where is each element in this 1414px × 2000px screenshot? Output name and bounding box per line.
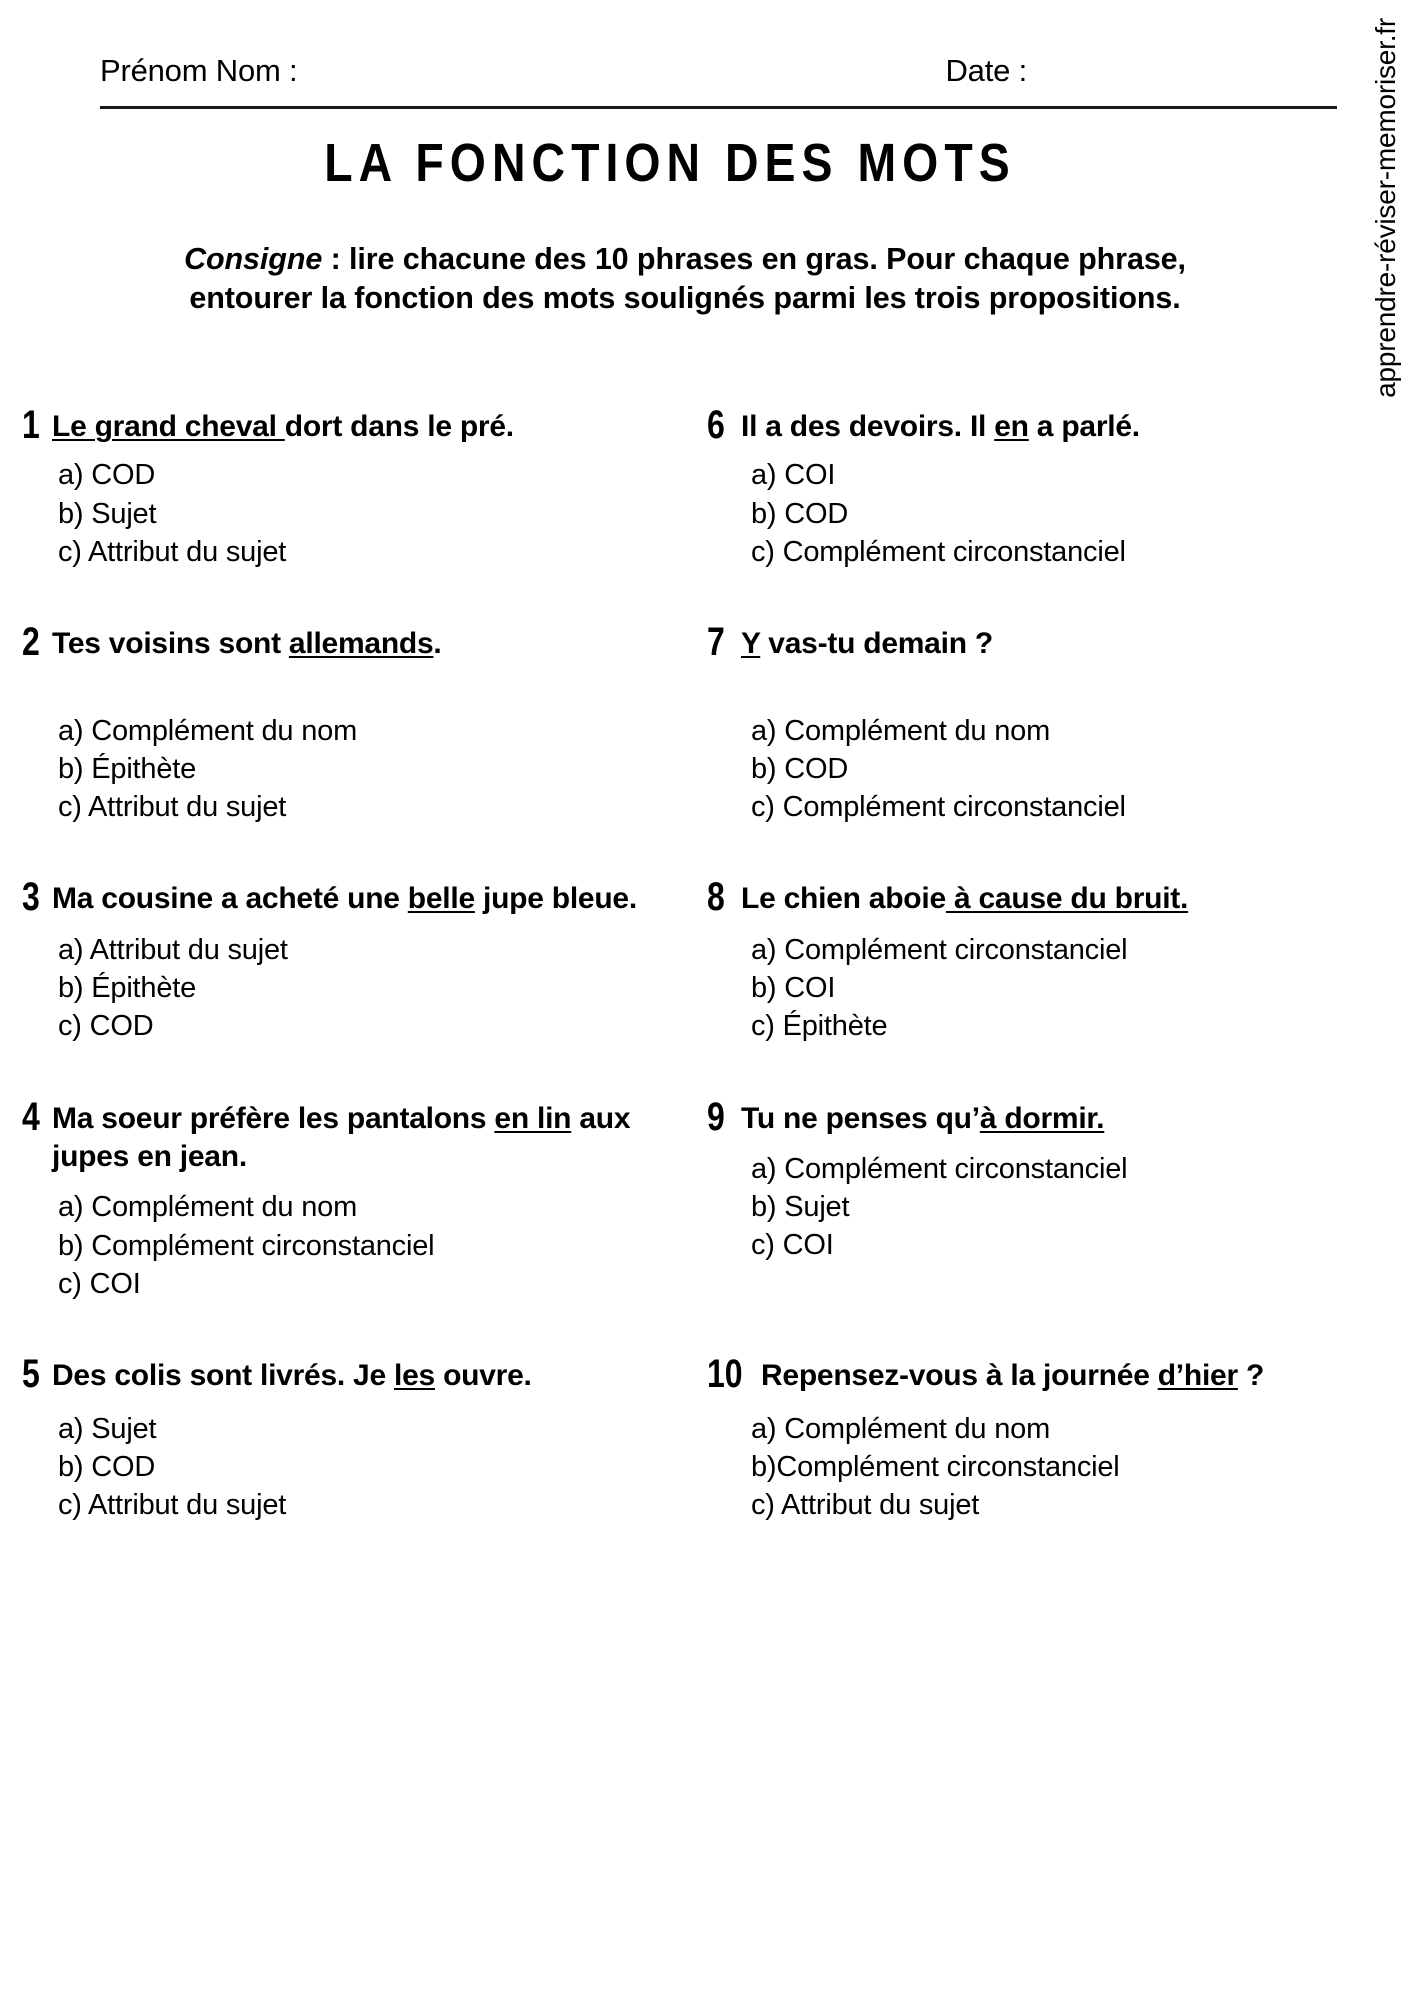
question-sentence: Le grand cheval dort dans le pré. [52,410,514,443]
answer-option[interactable]: b) Épithète [58,972,197,1005]
exercise-item [0,1352,707,1524]
question-sentence: Repensez-vous à la journée d’hier ? [761,1359,1265,1393]
question-sentence: Le chien aboie à cause du bruit. [741,882,1189,916]
name-field-label: Prénom Nom : [100,53,298,88]
exercise-item [0,403,707,571]
question-header [707,403,1334,447]
exercise-item [707,1352,1340,1524]
question-header [707,620,1334,665]
answer-option[interactable]: a) COD [58,459,156,492]
question-sentence: Des colis sont livrés. Je les ouvre. [52,1359,532,1393]
question-header [22,875,701,920]
answer-option[interactable]: c) Attribut du sujet [751,1489,980,1522]
exercise-item [707,1094,1340,1304]
exercise-item [0,620,707,826]
question-number: 8 [707,875,725,920]
site-watermark: apprendre-réviser-memoriser.fr [1370,18,1401,398]
answer-options [707,456,1334,571]
answer-option[interactable]: b)Complément circonstanciel [751,1450,1120,1483]
question-number: 3 [22,875,40,920]
exercise-item [707,620,1340,826]
answer-option[interactable]: b) COI [751,972,836,1005]
answer-options [707,1410,1334,1525]
question-number: 7 [707,620,725,665]
question-sentence: Tu ne penses qu’à dormir. [741,1101,1105,1135]
answer-option[interactable]: c) Attribut du sujet [58,791,287,824]
answer-option[interactable]: c) Complément circonstanciel [751,535,1126,568]
answer-option[interactable]: b) COD [751,752,849,785]
answer-option[interactable]: b) COD [751,497,849,530]
question-number: 1 [22,403,40,447]
answer-options [707,931,1334,1046]
exercise-item [0,1094,707,1304]
question-number: 5 [22,1352,40,1397]
exercise-item [707,403,1340,571]
page-title: LA FONCTION DES MOTS [324,133,1016,193]
answer-option[interactable]: b) Épithète [58,752,197,785]
question-header [707,1352,1334,1397]
answer-option[interactable]: b) Sujet [751,1191,850,1224]
question-number: 9 [707,1094,725,1139]
question-header [22,620,701,665]
question-sentence: Ma soeur préfère les pantalons en lin aux jupes en jean. [52,1101,631,1173]
answer-options [707,1150,1334,1265]
question-sentence: Ma cousine a acheté une belle jupe bleue. [52,882,637,916]
answer-option[interactable]: a) Complément du nom [751,1412,1051,1445]
answer-option[interactable]: b) Sujet [58,497,157,530]
student-header [100,55,1337,109]
answer-options [22,1410,701,1525]
exercise-grid [0,403,1340,1524]
exercise-item [707,875,1340,1045]
question-number: 10 [707,1352,743,1397]
answer-option[interactable]: c) Épithète [751,1010,888,1043]
question-sentence: Y vas-tu demain ? [741,627,993,661]
question-number: 6 [707,403,725,447]
answer-option[interactable]: b) COD [58,1450,156,1483]
answer-option[interactable]: a) Complément circonstanciel [751,1152,1128,1185]
question-header [22,1352,701,1397]
answer-options [22,712,701,827]
answer-options [22,456,701,571]
answer-option[interactable]: c) Attribut du sujet [58,1489,287,1522]
instruction-text [120,240,1250,319]
question-sentence: Il a des devoirs. Il en a parlé. [741,410,1140,443]
answer-option[interactable]: a) COI [751,459,836,492]
instruction-keyword: Consigne [184,242,323,276]
answer-option[interactable]: a) Sujet [58,1412,157,1445]
question-header [707,875,1334,920]
answer-option[interactable]: c) COD [58,1010,154,1043]
answer-option[interactable]: a) Complément du nom [751,714,1051,747]
exercise-item [0,875,707,1045]
answer-option[interactable]: a) Complément circonstanciel [751,933,1128,966]
answer-option[interactable]: a) Attribut du sujet [58,933,288,966]
answer-option[interactable]: a) Complément du nom [58,1191,358,1224]
question-header [22,1094,701,1177]
answer-options [22,1188,701,1303]
answer-option[interactable]: c) COI [58,1267,141,1300]
answer-options [22,931,701,1046]
answer-option[interactable]: a) Complément du nom [58,714,358,747]
question-number: 2 [22,620,40,665]
question-header [707,1094,1334,1139]
question-number: 4 [22,1094,40,1139]
answer-option[interactable]: c) Attribut du sujet [58,535,287,568]
question-sentence: Tes voisins sont allemands. [52,627,442,661]
answer-option[interactable]: c) Complément circonstanciel [751,791,1126,824]
answer-option[interactable]: c) COI [751,1229,834,1262]
answer-option[interactable]: b) Complément circonstanciel [58,1229,435,1262]
date-field-label: Date : [945,53,1027,88]
question-header [22,403,701,447]
instruction-body: : lire chacune des 10 phrases en gras. Pour chaque phrase, entourer la fonction des mots soulignés parmi les trois propositions. [189,242,1186,316]
answer-options [707,712,1334,827]
